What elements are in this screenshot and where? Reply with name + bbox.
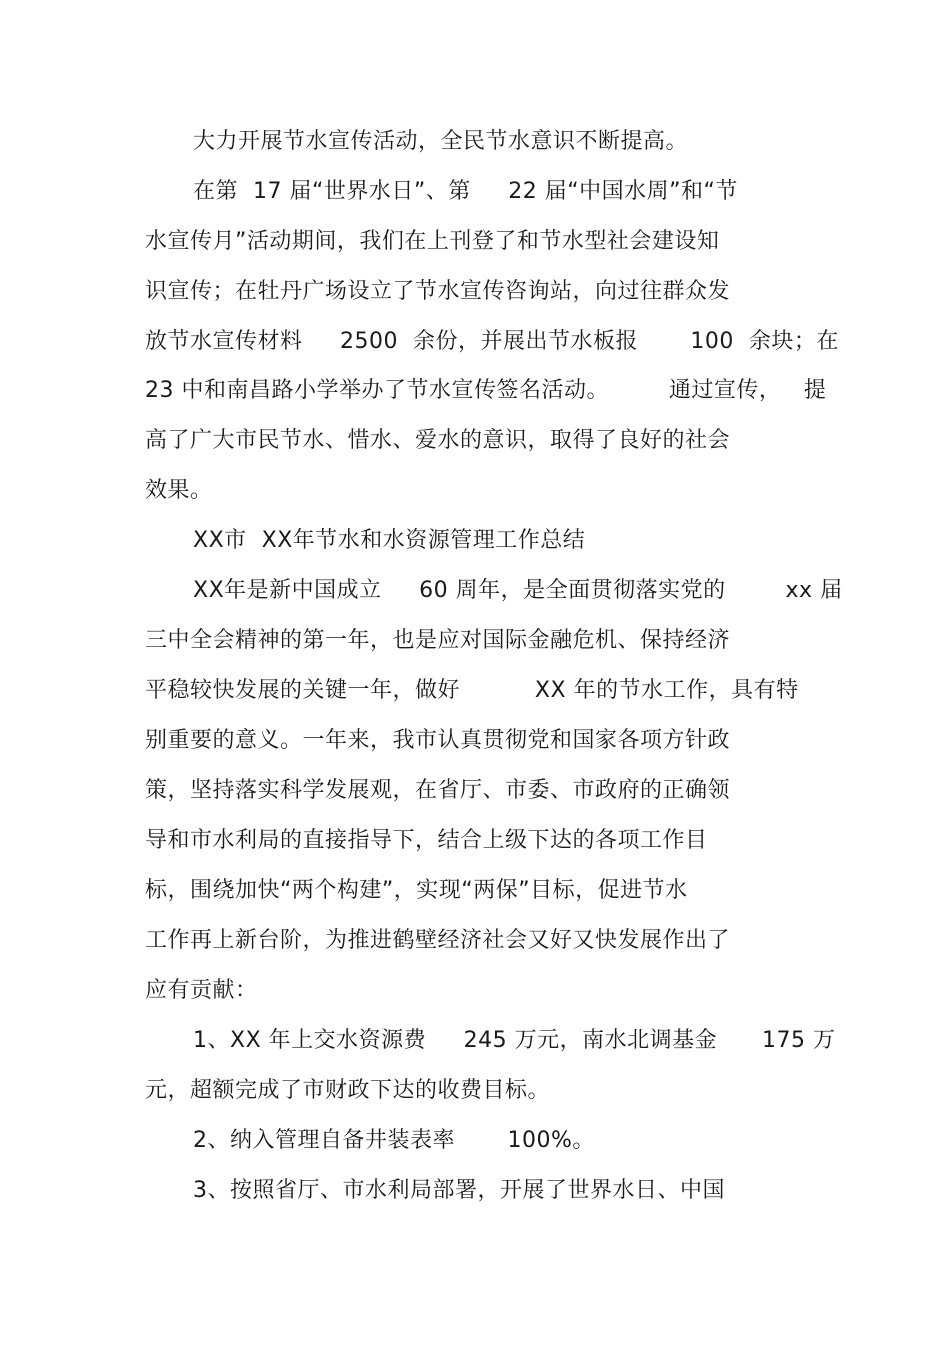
text-line: 高了广大市民节水、惜水、爱水的意识，取得了良好的社会	[145, 428, 731, 453]
text-line: XX年是新中国成立 60 周年，是全面贯彻落实党的 xx 届	[193, 578, 843, 603]
list-item: 3、按照省厅、市水利局部署，开展了世界水日、中国	[193, 1178, 725, 1203]
text-line: 别重要的意义。一年来，我市认真贯彻党和国家各项方针政	[145, 728, 731, 753]
text-line: 导和市水利局的直接指导下，结合上级下达的各项工作目	[145, 828, 708, 853]
text-line: 在第 17 届“世界水日”、第 22 届“中国水周”和“节	[193, 179, 738, 204]
list-item: 1、XX 年上交水资源费 245 万元，南水北调基金 175 万	[193, 1028, 836, 1053]
text-line: 水宣传月”活动期间，我们在上刊登了和节水型社会建设知	[145, 229, 720, 254]
text-line: 元，超额完成了市财政下达的收费目标。	[145, 1078, 551, 1103]
text-line: 三中全会精神的第一年，也是应对国际金融危机、保持经济	[145, 628, 731, 653]
text-line: 策，坚持落实科学发展观，在省厅、市委、市政府的正确领	[145, 778, 731, 803]
text-line: 23 中和南昌路小学举办了节水宣传签名活动。 通过宣传， 提	[145, 378, 827, 403]
text-line: 标，围绕加快“两个构建”，实现“两保”目标，促进节水	[145, 878, 688, 903]
text-line: 工作再上新台阶，为推进鹤壁经济社会又好又快发展作出了	[145, 928, 731, 953]
text-line: 识宣传；在牡丹广场设立了节水宣传咨询站，向过往群众发	[145, 279, 731, 304]
text-line: 平稳较快发展的关键一年，做好 XX 年的节水工作，具有特	[145, 678, 799, 703]
list-item: 2、纳入管理自备井装表率 100%。	[193, 1128, 595, 1153]
text-line: 大力开展节水宣传活动，全民节水意识不断提高。	[193, 129, 689, 154]
text-line: 应有贡献：	[145, 978, 258, 1003]
section-title: XX市 XX年节水和水资源管理工作总结	[193, 528, 586, 553]
text-line: 放节水宣传材料 2500 余份，并展出节水板报 100 余块；在	[145, 329, 839, 354]
text-line: 效果。	[145, 478, 213, 503]
